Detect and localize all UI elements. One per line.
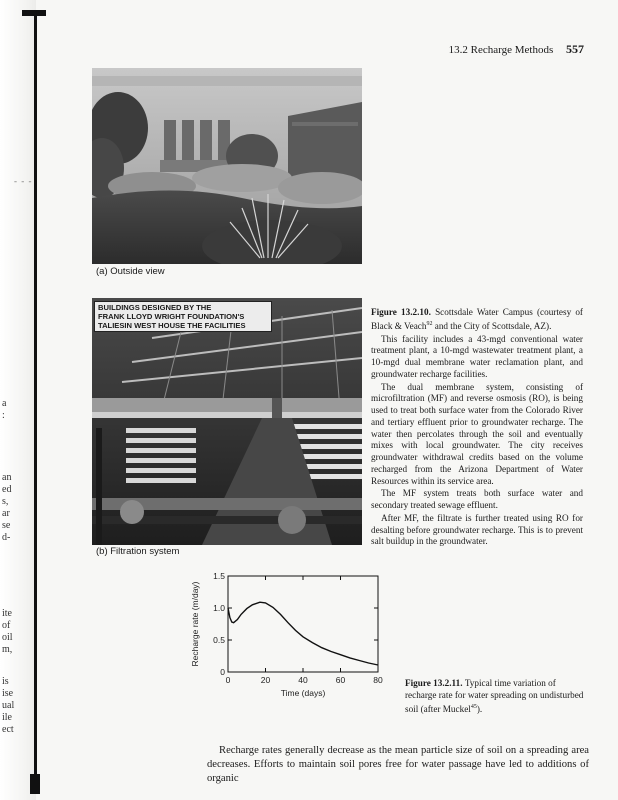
margin-fragment: se [2, 520, 11, 531]
body-text: Recharge rates generally decrease as the mean particle size of soil on a spreading area decreases. Efforts to maintain soil pores free for water passage have led to additions of organic [207, 745, 589, 784]
page-number: 557 [566, 42, 584, 56]
running-header [449, 42, 584, 57]
margin-fragments-bottom [2, 676, 22, 736]
margin-fragment: ar [2, 508, 10, 519]
banner-line: BUILDINGS DESIGNED BY THE [98, 303, 212, 312]
paragraph: The dual membrane system, consisting of microfiltration (MF) and reverse osmosis (RO), is being used to treat both surface water from the Colorado River and tertiary effluent prior to groundwater recharge. The water then percolates through the soil and eventually mixes with local groundwater. The city receives groundwater withdrawal credits based on the volume recharged from the Arizona Department of Water Resources within its service area. [371, 381, 583, 486]
y-tick-label: 0 [220, 667, 225, 677]
y-tick-label: 0.5 [213, 635, 225, 645]
margin-fragment: : [2, 410, 5, 421]
x-tick-label: 40 [298, 675, 308, 685]
binding-edge-top [22, 10, 46, 16]
margin-fragment: d- [2, 532, 11, 543]
y-tick-label: 1.5 [213, 571, 225, 581]
figure-13-2-10-text [371, 307, 583, 549]
photo-outside-view-caption: (a) Outside view [96, 266, 165, 277]
caption-text-end: ). [476, 703, 483, 714]
recharge-rate-line [228, 602, 378, 665]
margin-fragment: ual [2, 700, 15, 711]
paragraph: After MF, the filtrate is further treated using RO for desalting before groundwater recharge. This is to prevent salt buildup in the groundwater. [371, 512, 583, 547]
margin-fragment: oil [2, 632, 13, 643]
margin-fragment: ite [2, 608, 12, 619]
banner-line: TALIESIN WEST HOUSE THE FACILITIES [98, 321, 246, 330]
margin-fragment: ect [2, 724, 14, 735]
recharge-rate-chart-svg [186, 568, 401, 698]
photo-banner [94, 301, 272, 332]
margin-fragment: of [2, 620, 11, 631]
margin-fragment: m, [2, 644, 13, 655]
section-title: 13.2 Recharge Methods [448, 44, 554, 56]
margin-fragment: a [2, 398, 7, 409]
paragraph: The MF system treats both surface water and secondary treated sewage effluent. [371, 488, 583, 511]
x-tick-label: 20 [260, 675, 271, 685]
margin-fragment: ise [2, 688, 14, 699]
margin-fragments-middle [2, 472, 22, 544]
figure-label: Figure 13.2.11. [405, 678, 463, 688]
caption-text: Typical time variation of recharge rate for water spreading on undisturbed soil (after Muckel [405, 678, 584, 714]
recharge-rate-chart [186, 568, 401, 703]
x-axis-label: Time (days) [280, 688, 326, 698]
x-tick-label: 80 [373, 675, 383, 685]
tick-marks [228, 576, 378, 672]
x-tick-label: 0 [225, 675, 231, 685]
margin-mark: - - - [14, 176, 33, 186]
photo-outside-view-image [92, 68, 362, 264]
figure-13-2-10-caption [371, 307, 583, 333]
margin-fragment: an [2, 472, 12, 483]
caption-reference: 45 [470, 703, 477, 710]
photo-outside-view [92, 68, 362, 264]
photo-filtration-system [92, 298, 362, 545]
margin-fragments-lower [2, 608, 22, 656]
binding-edge-bottom [30, 774, 40, 794]
margin-fragment: is [2, 676, 9, 687]
figure-label: Figure 13.2.10. [371, 307, 431, 317]
caption-text: Scottsdale Water Campus (courtesy of Black & Veach [371, 307, 583, 331]
margin-fragment: s, [2, 496, 9, 507]
margin-fragment: ed [2, 484, 12, 495]
caption-text-end: and the City of Scottsdale, AZ). [432, 320, 552, 331]
x-tick-label: 60 [335, 675, 346, 685]
caption-reference: 92 [426, 320, 433, 327]
margin-fragments-top [2, 398, 22, 422]
paragraph: This facility includes a 43-mgd conventional water treatment plant, a 10-mgd wastewater treatment plant, a 10-mgd dual membrane water reclamation plant, and groundwater recharge facilities. [371, 333, 583, 379]
photo-filtration-caption: (b) Filtration system [96, 546, 180, 557]
plot-border [228, 576, 378, 672]
binding-edge [34, 10, 37, 790]
y-axis-label: Recharge rate (m/day) [190, 581, 200, 667]
banner-line: FRANK LLOYD WRIGHT FOUNDATION'S [98, 312, 245, 321]
margin-fragment: ile [2, 712, 12, 723]
body-paragraph [207, 744, 589, 786]
tick-labels [213, 571, 383, 685]
y-tick-label: 1.0 [213, 603, 225, 613]
photo-filtration-system-image [92, 298, 362, 545]
figure-13-2-11-caption [405, 678, 585, 715]
plot-frame [228, 576, 378, 672]
